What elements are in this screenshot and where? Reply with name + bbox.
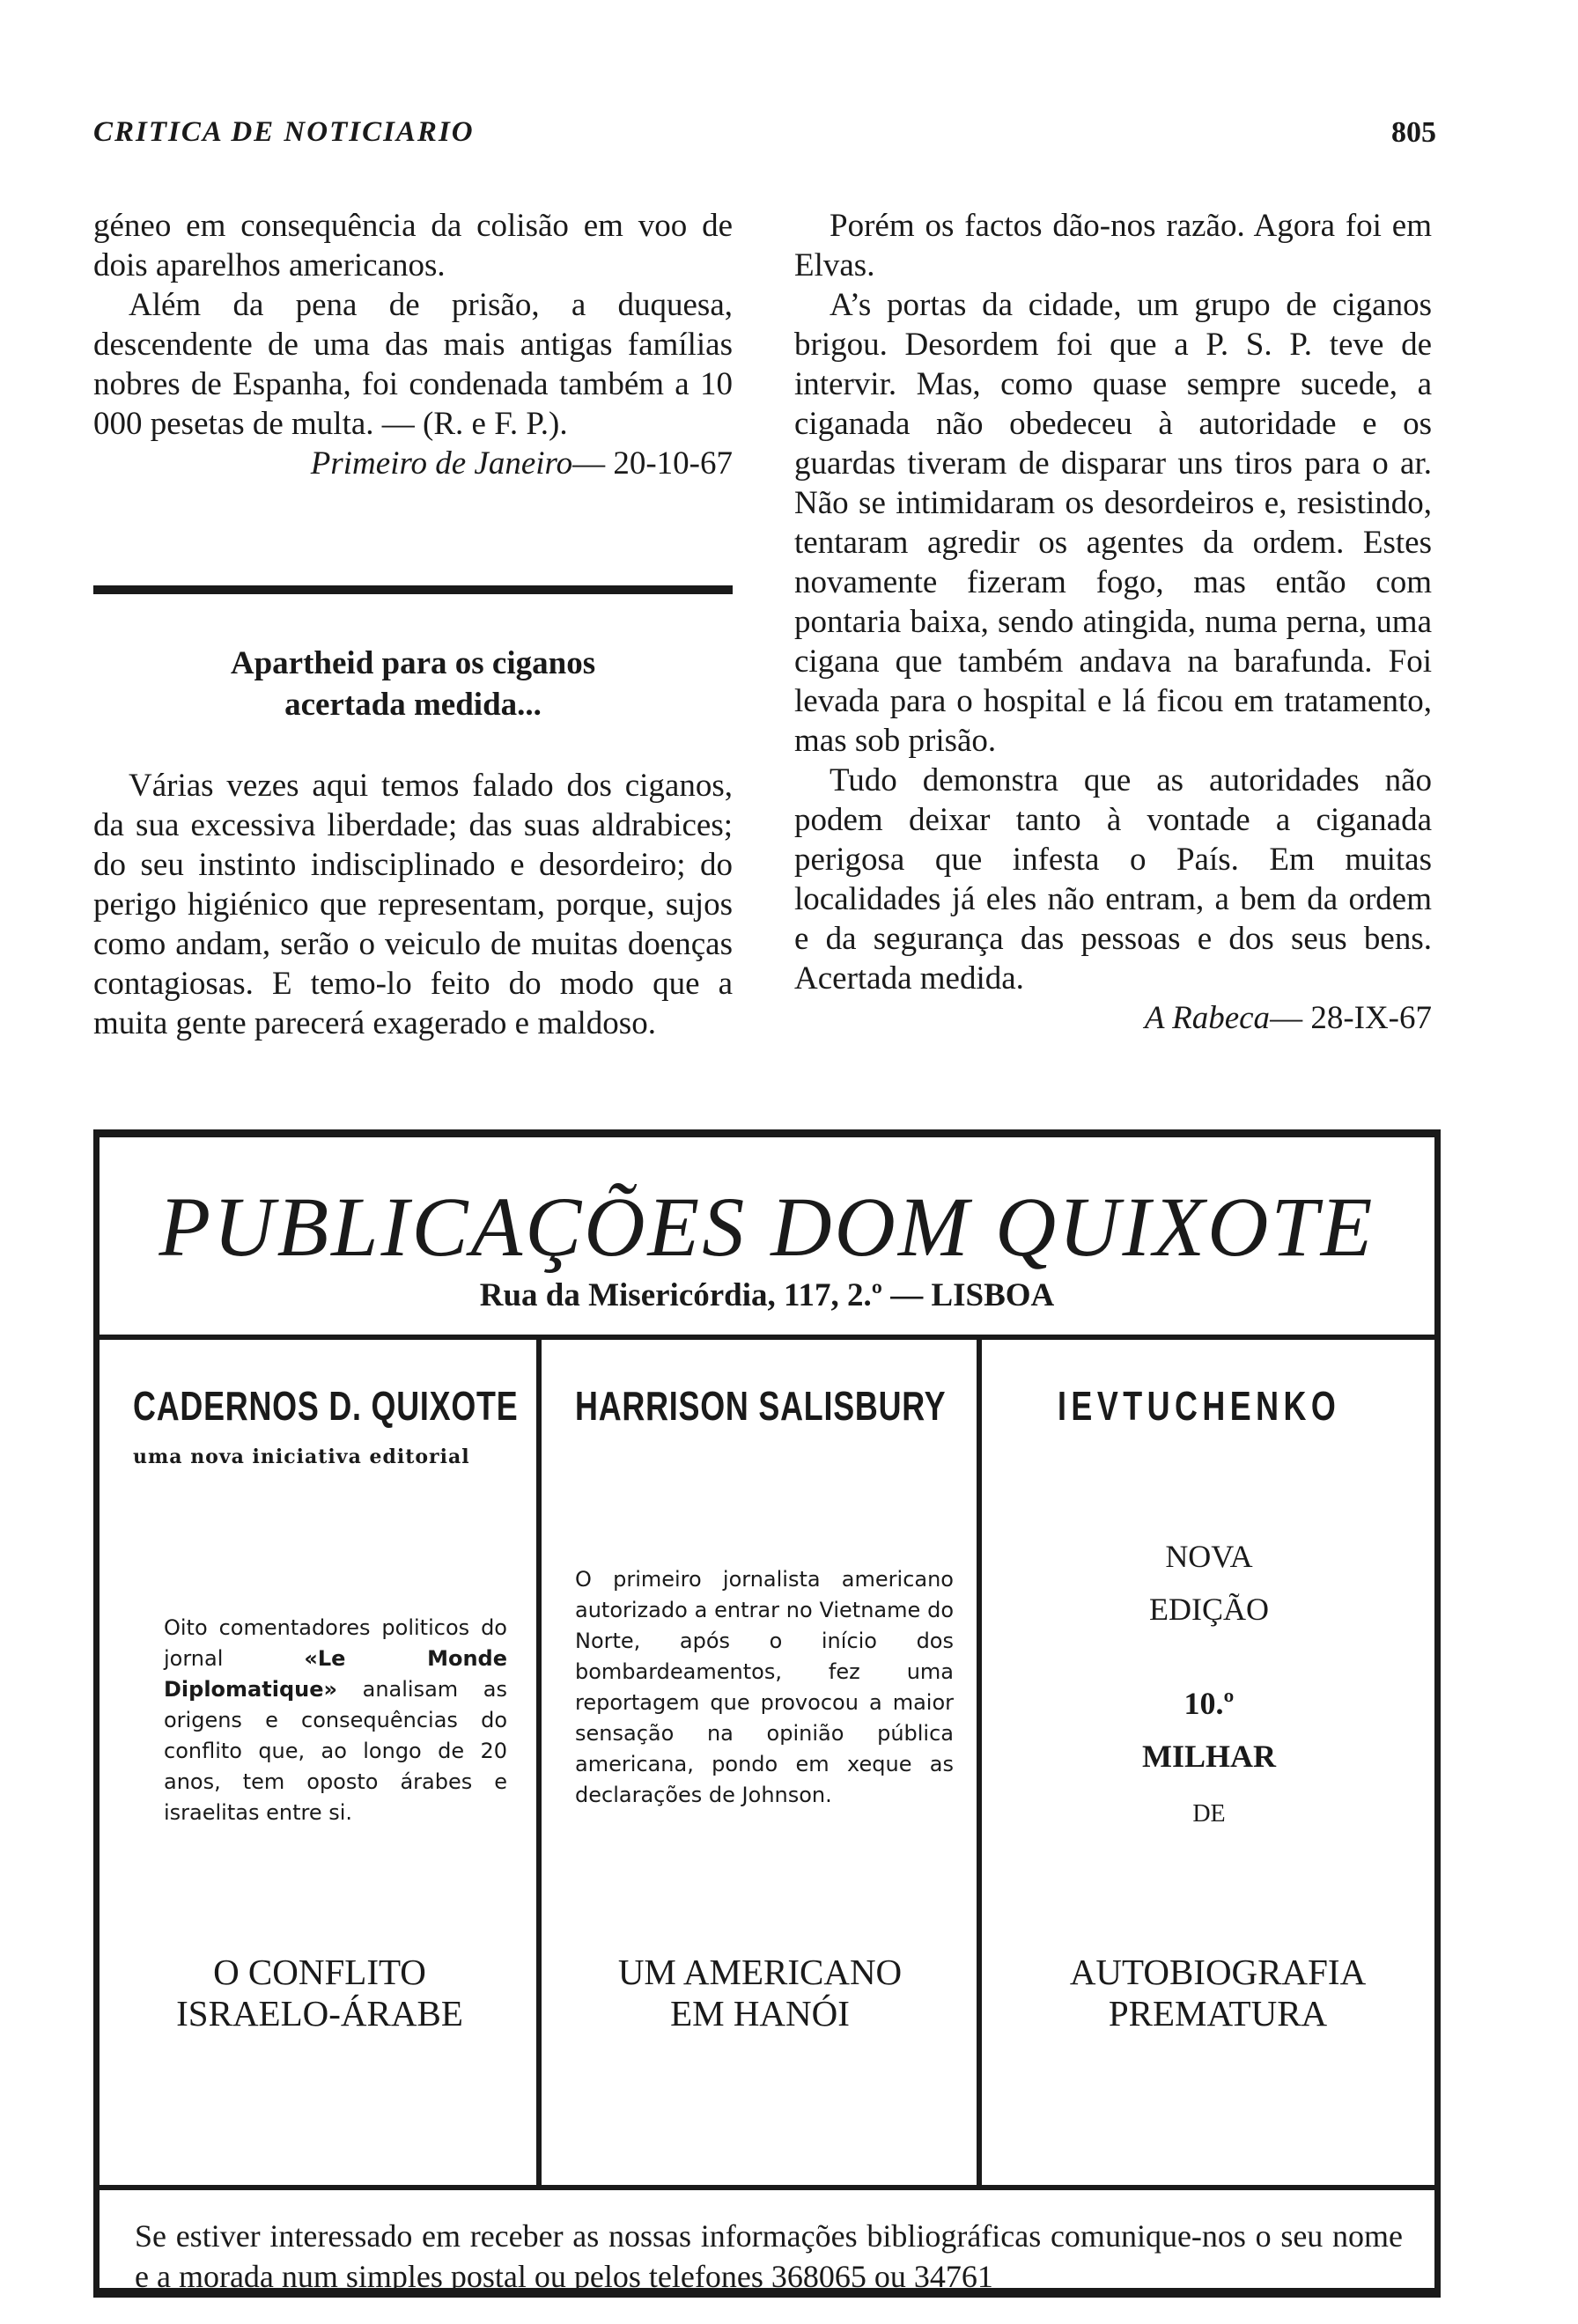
running-header: CRITICA DE NOTICIARIO (93, 116, 475, 148)
book-title-line: O CONFLITO (213, 1952, 426, 1992)
column-divider (536, 1340, 542, 2185)
book-title-line: EM HANÓI (670, 1993, 850, 2034)
ad-title: PUBLICAÇÕES DOM QUIXOTE (159, 1180, 1375, 1274)
book-title (126, 1952, 513, 2034)
source-signature (794, 998, 1432, 1038)
source-name: A Rabeca (1144, 1000, 1271, 1036)
ad-col-heading: IEVTUCHENKO (1058, 1383, 1341, 1429)
paragraph: Várias vezes aqui temos falado dos ciganos, da sua excessiva liberdade; das suas aldrabices; do seu instinto indisciplinado e desordeiro; do perigo higiénico que representam, porque, sujos como andam, serão o veiculo de muitas doenças contagiosas. E temo-lo feito do modo que a muita gente parecerá exagerado e maldoso. (93, 768, 733, 1041)
book-title-line: AUTOBIOGRAFIA (1069, 1952, 1367, 1992)
ad-col-heading: CADERNOS D. QUIXOTE (133, 1383, 519, 1429)
ad-address: Rua da Misericórdia, 117, 2.º — LISBOA (479, 1277, 1055, 1313)
edition-line: NOVA (1165, 1539, 1253, 1574)
article-title (93, 643, 733, 725)
source-signature (93, 444, 733, 483)
source-date: — 28-IX-67 (1270, 1000, 1432, 1036)
ad-col-subheading: uma nova iniciativa editorial (133, 1445, 470, 1468)
edition-line: MILHAR (1142, 1739, 1276, 1774)
source-name: Primeiro de Janeiro (310, 445, 573, 482)
paragraph: géneo em consequência da colisão em voo de dois aparelhos americanos. (93, 208, 733, 283)
section-divider (93, 585, 733, 594)
edition-line: DE (1192, 1800, 1226, 1828)
source-date: — 20-10-67 (572, 445, 733, 482)
book-title-line: UM AMERICANO (617, 1952, 903, 1992)
ad-col-description (164, 1613, 507, 1828)
page-number: 805 (1391, 116, 1436, 149)
article-title-line: acertada medida... (284, 687, 542, 723)
right-column (794, 206, 1432, 1038)
ad-col-description: O primeiro jornalista americano autorizado a entrar no Vietname do Norte, após o início dos bombardeamentos, fez uma reportagem que provocou a maior sensação na opinião pública americana, pondo em xeque as declarações de Johnson. (575, 1567, 954, 1807)
article-body (93, 766, 733, 1043)
column-divider (977, 1340, 982, 2185)
paragraph: Porém os factos dão-nos razão. Agora foi em Elvas. (794, 208, 1432, 283)
paragraph: Além da pena de prisão, a duquesa, descendente de uma das mais antigas famílias nobres de Espanha, foi condenada também a 10 000 pesetas de multa. — (R. e F. P.). (93, 287, 733, 442)
article-title-line: Apartheid para os ciganos (230, 645, 596, 681)
paragraph: A’s portas da cidade, um grupo de ciganos brigou. Desordem foi que a P. S. P. teve de intervir. Mas, como quase sempre sucede, a ciganada não obedeceu à autoridade e os guardas tiveram de disparar uns tiros para o ar. Não se intimidaram os desordeiros e, resistindo, tentaram agredir os agentes da ordem. Estes novamente fizeram fogo, mas então com pontaria baixa, sendo atingida, numa perna, uma cigana que também andava na barafunda. Foi levada para o hospital e lá ficou em tratamento, mas sob prisão. (794, 287, 1432, 759)
advertisement-box (93, 1129, 1441, 2298)
paragraph: Tudo demonstra que as autoridades não podem deixar tanto à vontade a ciganada perigosa que infesta o País. Em muitas localidades já eles não entram, a bem da ordem e da segurança das pessoas e dos seus bens. Acertada medida. (794, 762, 1432, 997)
book-title (557, 1952, 962, 2034)
ad-footer: Se estiver interessado em receber as nossas informações bibliográficas comunique-nos o seu nome e a morada num simples postal ou pelos telefones 368065 ou 34761 (135, 2218, 1403, 2294)
book-title-line: ISRAELO-ÁRABE (176, 1993, 463, 2034)
ad-divider (100, 2185, 1434, 2190)
newspaper-name: «Le Monde Diplomatique» (164, 1646, 508, 1702)
edition-line: EDIÇÃO (1149, 1592, 1269, 1627)
ad-divider (100, 1335, 1434, 1340)
description-text: Oito comentadores politicos do jornal (164, 1615, 507, 1671)
left-column (93, 206, 733, 483)
book-title (1015, 1952, 1420, 2034)
description-text: analisam as origens e consequências do conflito que, ao longo de 20 anos, tem oposto árabes e israelitas entre si. (164, 1677, 507, 1825)
book-title-line: PREMATURA (1108, 1993, 1328, 2034)
edition-line: 10.º (1184, 1686, 1235, 1721)
ad-col-heading: HARRISON SALISBURY (575, 1383, 947, 1429)
